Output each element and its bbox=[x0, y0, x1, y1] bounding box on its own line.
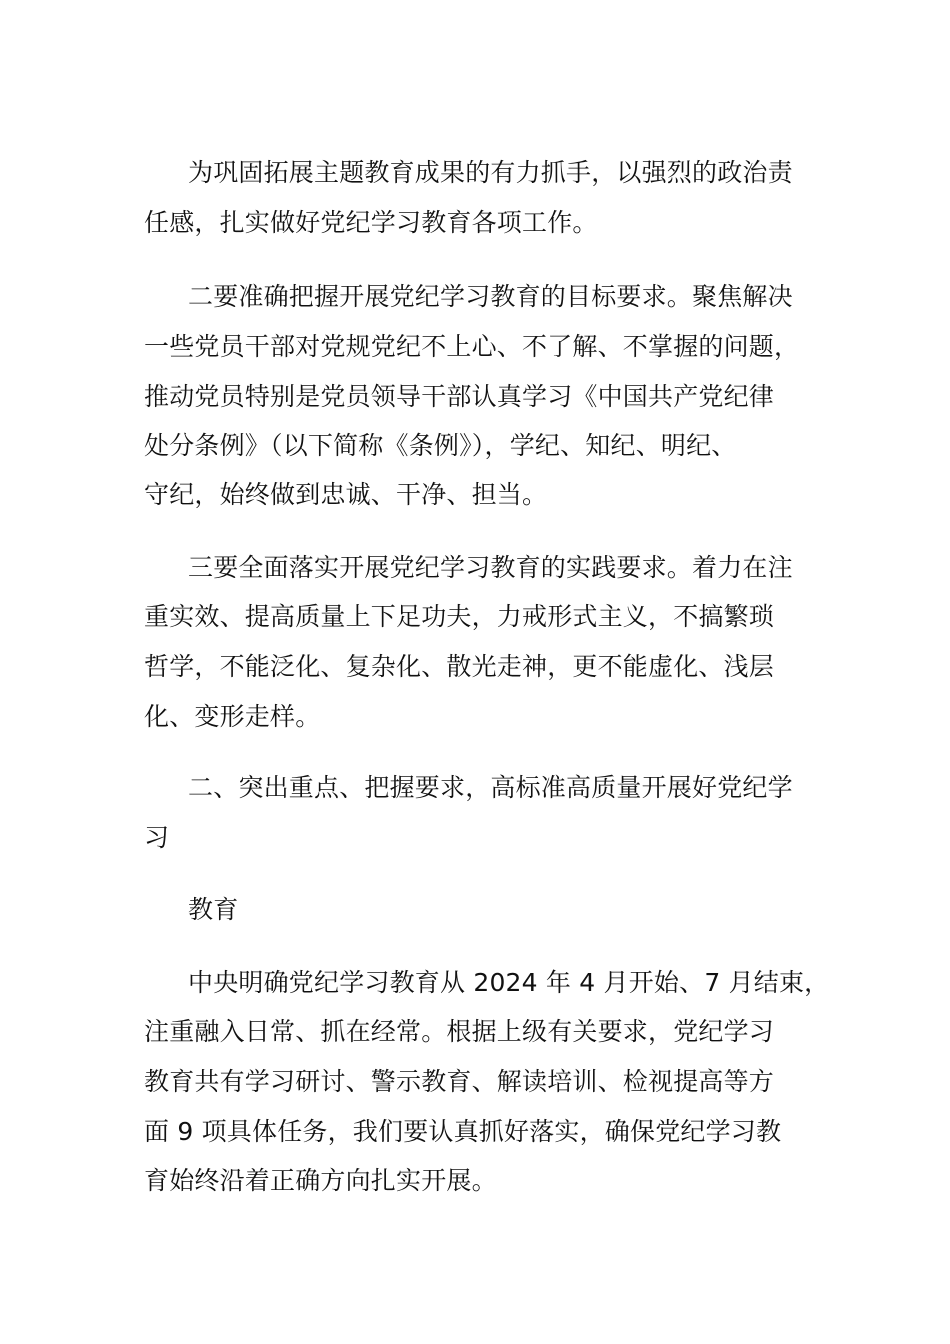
section-heading-line-1: 二、突出重点、把握要求，高标准高质量开展好党纪学 bbox=[188, 773, 793, 802]
paragraph-3-line-3: 哲学，不能泛化、复杂化、散光走神，更不能虚化、浅层 bbox=[144, 652, 775, 681]
paragraph-6-line-2: 注重融入日常、抓在经常。根据上级有关要求，党纪学习 bbox=[144, 1017, 775, 1046]
paragraph-2-line-3: 推动党员特别是党员领导干部认真学习《中国共产党纪律 bbox=[144, 382, 775, 411]
paragraph-6-line-5: 育始终沿着正确方向扎实开展。 bbox=[144, 1166, 497, 1195]
paragraph-2-line-4: 处分条例》（以下简称《条例》），学纪、知纪、明纪、 bbox=[144, 431, 737, 460]
paragraph-6-line-3: 教育共有学习研讨、警示教育、解读培训、检视提高等方 bbox=[144, 1067, 775, 1096]
paragraph-6-line-1: 中央明确党纪学习教育从 2024 年 4 月开始、7 月结束， bbox=[188, 968, 830, 997]
paragraph-2-line-1: 二要准确把握开展党纪学习教育的目标要求。聚焦解决 bbox=[188, 282, 793, 311]
paragraph-6-line-4: 面 9 项具体任务，我们要认真抓好落实，确保党纪学习教 bbox=[144, 1117, 782, 1146]
paragraph-3-line-1: 三要全面落实开展党纪学习教育的实践要求。着力在注 bbox=[188, 553, 793, 582]
section-heading-continuation: 教育 bbox=[188, 895, 239, 924]
section-heading-line-2: 习 bbox=[144, 823, 170, 852]
paragraph-3-line-2: 重实效、提高质量上下足功夫，力戒形式主义，不搞繁琐 bbox=[144, 602, 775, 631]
paragraph-2-line-5: 守纪，始终做到忠诚、干净、担当。 bbox=[144, 480, 548, 509]
paragraph-1-line-2: 任感，扎实做好党纪学习教育各项工作。 bbox=[144, 208, 598, 237]
paragraph-3-line-4: 化、变形走样。 bbox=[144, 702, 321, 731]
paragraph-1-line-1: 为巩固拓展主题教育成果的有力抓手，以强烈的政治责 bbox=[188, 158, 793, 187]
paragraph-2-line-2: 一些党员干部对党规党纪不上心、不了解、不掌握的问题， bbox=[144, 332, 800, 361]
